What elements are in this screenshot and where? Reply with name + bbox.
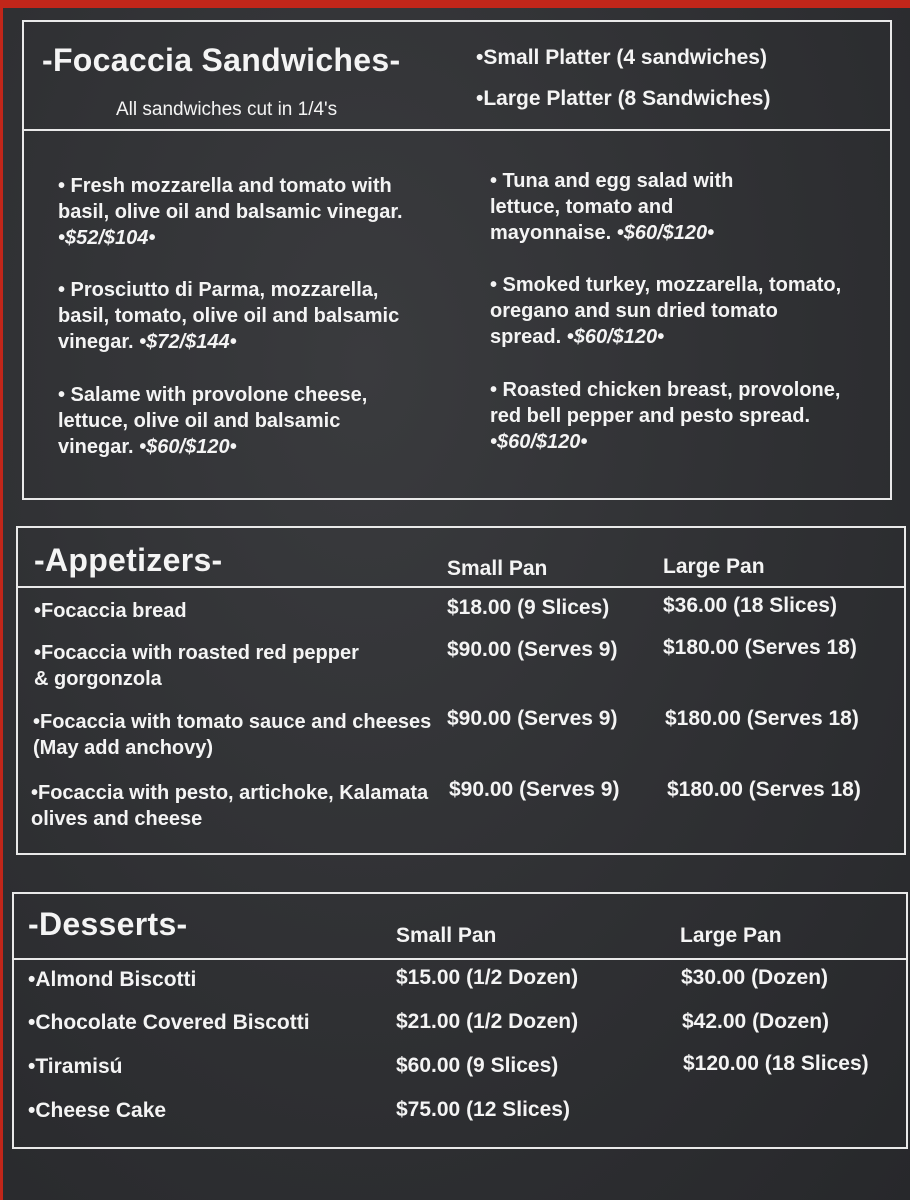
dessert-large-price: $42.00 (Dozen) [682,1010,830,1033]
dessert-large-price: $120.00 (18 Slices) [683,1052,869,1075]
sandwich-desc: • Smoked turkey, mozzarella, tomato, oregano and sun dried tomato spread. [490,274,842,348]
dessert-small-price: $75.00 (12 Slices) [396,1098,570,1121]
appetizer-small-price: $90.00 (Serves 9) [449,778,620,801]
appetizer-large-price: $180.00 (Serves 18) [667,778,861,801]
appetizers-header-divider [16,586,906,588]
desserts-title: -Desserts- [28,906,188,942]
sandwich-price: •$60/$120• [139,436,237,458]
appetizers-col-small: Small Pan [447,557,548,580]
dessert-large-price: $30.00 (Dozen) [681,966,829,989]
sandwich-desc: • Tuna and egg salad with lettuce, tomato and mayonnaise. [490,170,734,244]
sandwiches-subtitle: All sandwiches cut in 1/4's [116,99,338,120]
large-platter-label: •Large Platter (8 Sandwiches) [476,87,771,110]
sandwich-price: •$60/$120• [566,326,665,348]
appetizer-large-price: $180.00 (Serves 18) [665,707,859,730]
appetizer-name: •Focaccia bread [34,600,187,622]
appetizer-name: •Focaccia with tomato sauce and cheeses (May add anchovy) [33,711,432,759]
sandwich-desc: • Roasted chicken breast, provolone, red bell pepper and pesto spread. [490,379,841,427]
sandwich-desc: • Fresh mozzarella and tomato with basil, olive oil and balsamic vinegar. [58,175,403,223]
sandwich-desc: • Salame with provolone cheese, lettuce, olive oil and balsamic vinegar. [58,384,368,458]
sandwich-item [490,168,780,246]
sandwich-item [490,272,850,350]
dessert-name: •Almond Biscotti [28,968,197,991]
appetizer-small-price: $90.00 (Serves 9) [447,638,618,661]
sandwich-item [58,173,418,251]
small-platter-label: •Small Platter (4 sandwiches) [476,46,767,69]
desserts-header-divider [12,958,908,960]
sandwiches-header-divider [22,129,892,131]
sandwich-price: •$60/$120• [490,431,588,453]
appetizer-small-price: $18.00 (9 Slices) [447,596,610,619]
sandwich-desc: • Prosciutto di Parma, mozzarella, basil, tomato, olive oil and balsamic vinegar. [58,279,400,353]
dessert-name: •Tiramisú [28,1055,123,1078]
appetizer-name: •Focaccia with pesto, artichoke, Kalamata olives and cheese [31,782,429,830]
sandwiches-title: -Focaccia Sandwiches- [42,42,401,78]
desserts-col-small: Small Pan [396,924,497,947]
appetizer-small-price: $90.00 (Serves 9) [447,707,618,730]
appetizers-title: -Appetizers- [34,542,223,578]
desserts-col-large: Large Pan [680,924,782,947]
dessert-small-price: $21.00 (1/2 Dozen) [396,1010,579,1033]
sandwich-price: •$52/$104• [58,227,156,249]
appetizers-col-large: Large Pan [663,555,765,578]
dessert-name: •Chocolate Covered Biscotti [28,1011,310,1034]
sandwich-item [58,277,428,355]
sandwich-price: •$72/$144• [139,331,237,353]
dessert-small-price: $60.00 (9 Slices) [396,1054,559,1077]
appetizer-large-price: $180.00 (Serves 18) [663,636,857,659]
sandwich-price: •$60/$120• [616,222,715,244]
appetizer-name: •Focaccia with roasted red pepper & gorgonzola [34,642,359,690]
sandwich-item [490,377,850,455]
dessert-name: •Cheese Cake [28,1099,167,1122]
dessert-small-price: $15.00 (1/2 Dozen) [396,966,579,989]
sandwich-item [58,382,418,460]
appetizer-large-price: $36.00 (18 Slices) [663,594,837,617]
